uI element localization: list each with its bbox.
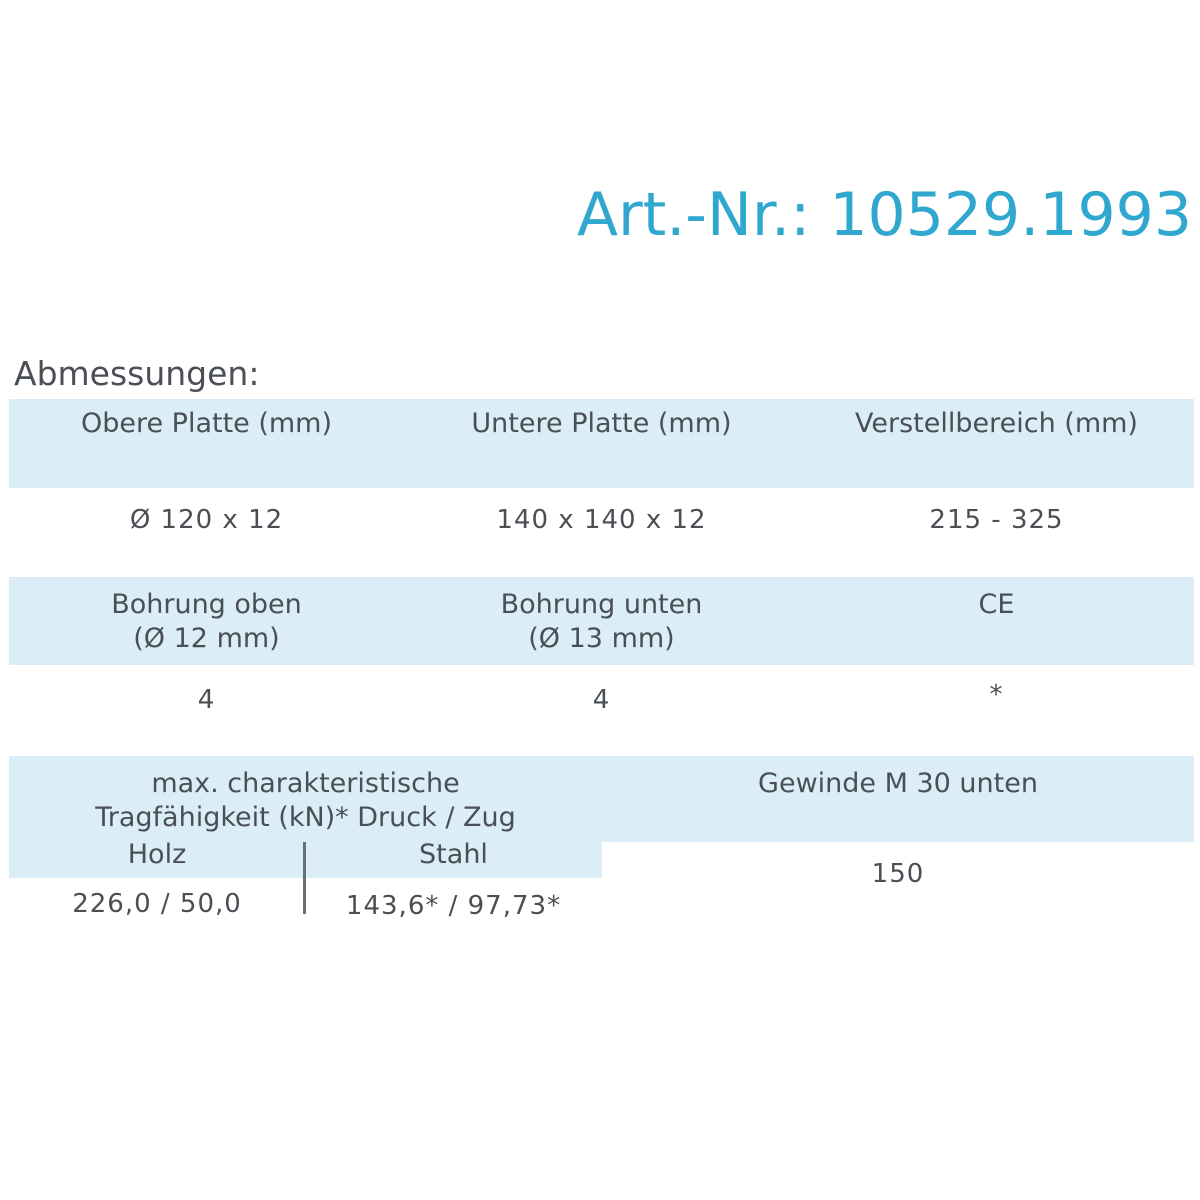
table2-header-ce [799, 588, 1194, 622]
table1-header-upper-plate: Obere Platte (mm) [80, 408, 333, 439]
table2-header-bore-bottom-line1: Bohrung unten [500, 589, 703, 620]
table3-value-wood: 226,0 / 50,0 [72, 889, 242, 919]
table3-subheader-wood: Holz [127, 839, 187, 870]
table3-value-thread: 150 [871, 859, 925, 889]
table2-header-bore-top [9, 588, 404, 656]
table3-header-capacity-line1: max. charakteristische [151, 768, 460, 799]
table3-subheader-steel: Stahl [419, 839, 488, 870]
table2-header-bore-top-line1: Bohrung oben [111, 589, 302, 620]
table1-value-adjust-range: 215 - 325 [929, 505, 1064, 535]
section-title: Abmessungen: [14, 354, 260, 393]
table3-header-thread: Gewinde M 30 unten [758, 768, 1038, 799]
table2-header-bore-bottom [404, 588, 799, 656]
table1-value-upper-plate: Ø 120 x 12 [129, 505, 284, 535]
table3-value-steel: 143,6* / 97,73* [345, 891, 562, 921]
table1-header-adjust-range: Verstellbereich (mm) [855, 408, 1138, 439]
table1-value-lower-plate: 140 x 140 x 12 [496, 505, 707, 535]
table2-value-ce: * [989, 680, 1004, 710]
table1-header-lower-plate: Untere Platte (mm) [471, 408, 732, 439]
table2-header-ce-line1: CE [978, 589, 1015, 620]
table2-value-bore-bottom: 4 [592, 685, 611, 715]
table3-header-capacity-line2: Tragfähigkeit (kN)* Druck / Zug [95, 802, 516, 833]
table2-header-bore-bottom-line2: (Ø 13 mm) [528, 623, 675, 654]
article-number: Art.-Nr.: 10529.1993 [577, 180, 1192, 250]
table3-header-capacity [9, 767, 602, 835]
table2-header-bore-top-line2: (Ø 12 mm) [133, 623, 280, 654]
table2-value-bore-top: 4 [197, 685, 216, 715]
